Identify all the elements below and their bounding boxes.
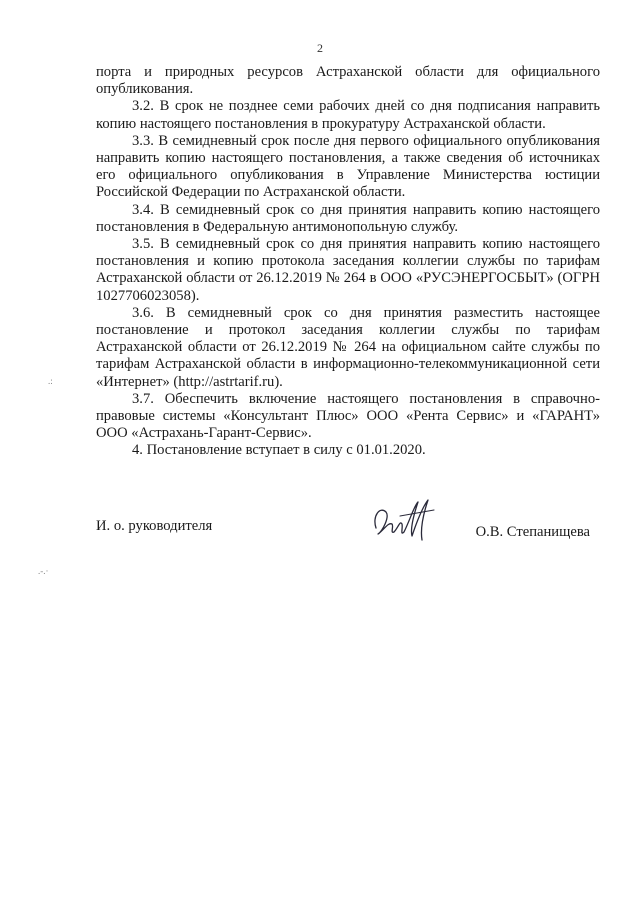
handwritten-signature (370, 498, 440, 544)
paragraph-3-4: 3.4. В семидневный срок со дня принятия направить копию настоящего постановления в Федеральную антимонопольную службу. (96, 201, 600, 235)
document-body (96, 64, 600, 460)
signatory-role: И. о. руководителя (96, 518, 213, 534)
scan-margin-mark: .-.· (38, 566, 49, 576)
paragraph-3-3: 3.3. В семидневный срок после дня первого официального опубликования направить копию настоящего постановления, а также сведения об источниках его официального опубликования в Управление Министерства юстиции Российской Федерации по Астраханской области. (96, 132, 600, 201)
paragraph-4: 4. Постановление вступает в силу с 01.01.2020. (132, 442, 426, 459)
paragraph-3-6: 3.6. В семидневный срок со дня принятия разместить настоящее постановление и протокол заседания коллегии службы по тарифам Астраханской области от 26.12.2019 № 264 на официальном сайте службы по тарифам Астраханской области в информационно-телекоммуникационной сети «Интернет» (http://astrtarif.ru). (96, 304, 600, 390)
paragraph-3-7: 3.7. Обеспечить включение настоящего постановления в справочно-правовые системы «Консультант Плюс» ООО «Рента Сервис» и «ГАРАНТ» ООО «Астрахань-Гарант-Сервис». (96, 390, 600, 442)
paragraph-continuation: порта и природных ресурсов Астраханской области для официального опубликования. (96, 64, 600, 98)
scan-margin-mark: .: (48, 376, 53, 386)
page-number: 2 (317, 41, 323, 55)
signature-block (96, 516, 600, 556)
paragraph-3-2: 3.2. В срок не позднее семи рабочих дней со дня подписания направить копию настоящего постановления в прокуратуру Астраханской области. (96, 98, 600, 132)
signatory-name: О.В. Степанищева (475, 524, 590, 540)
paragraph-3-5: 3.5. В семидневный срок со дня принятия направить копию настоящего постановления и копию протокола заседания коллегии службы по тарифам Астраханской области от 26.12.2019 № 264 в ООО «РУСЭНЕРГОСБЫТ» (ОГРН 1027706023058). (96, 236, 600, 304)
